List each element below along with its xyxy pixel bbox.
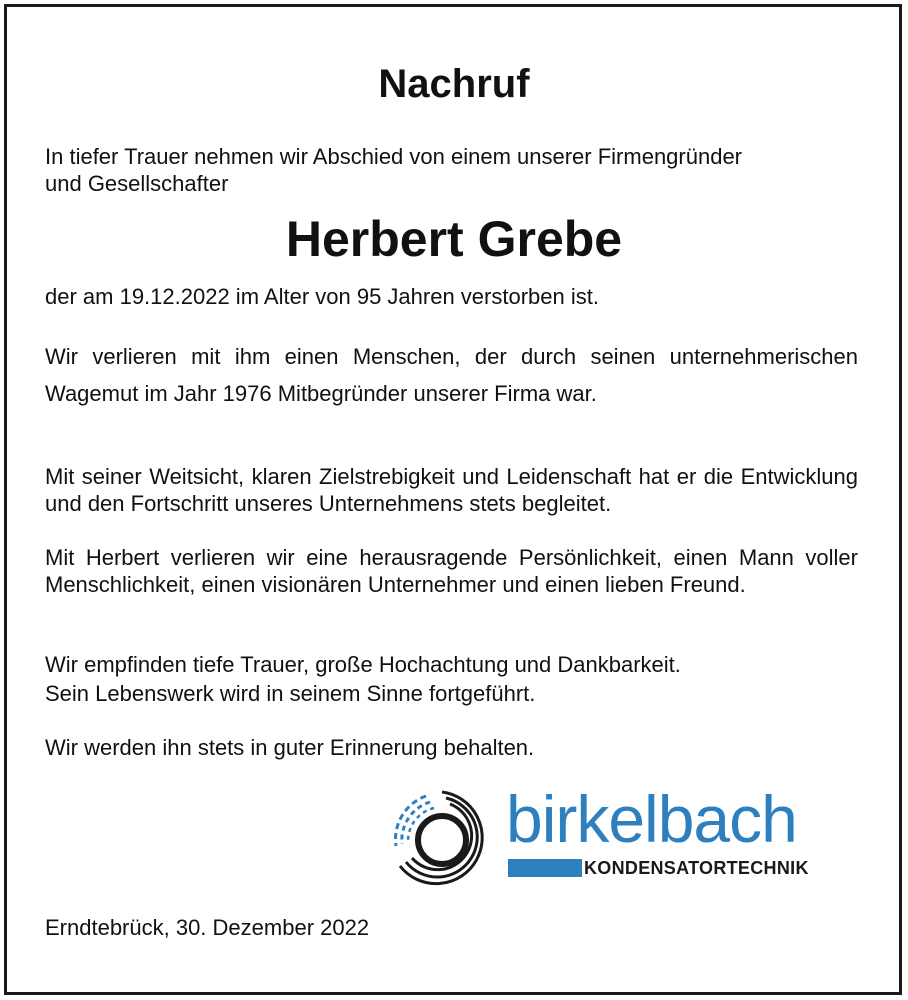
closing-line: Wir werden ihn stets in guter Erinnerung behalten. <box>45 735 535 760</box>
paragraph-1: Wir verlieren mit ihm einen Menschen, der durch seinen unternehmerischen Wagemut im Jahr 1976 Mitbegründer unserer Firma war. <box>45 344 858 406</box>
deceased-name: Herbert Grebe <box>285 211 623 267</box>
notice-title: Nachruf <box>378 62 530 106</box>
gratitude-line-1: Wir empfinden tiefe Trauer, große Hochachtung und Dankbarkeit. <box>45 652 681 677</box>
concentric-rings-logo-icon <box>386 786 498 890</box>
paragraph-2: Mit seiner Weitsicht, klaren Zielstrebigkeit und Leidenschaft hat er die Entwicklung und den Fortschritt unseres Unternehmens stets begleitet. <box>45 464 858 516</box>
paragraph-3: Mit Herbert verlieren wir eine herausragende Persönlichkeit, einen Mann voller Menschlichkeit, einen visionären Unternehmer und einen lieben Freund. <box>45 545 858 597</box>
logo-wordmark: birkelbach <box>506 782 797 856</box>
company-logo <box>380 782 855 892</box>
logo-accent-bar <box>508 859 582 877</box>
date-line: der am 19.12.2022 im Alter von 95 Jahren verstorben ist. <box>45 284 599 309</box>
intro-line-1: In tiefer Trauer nehmen wir Abschied von einem unserer Firmengründer <box>45 144 743 169</box>
place-and-date: Erndtebrück, 30. Dezember 2022 <box>45 915 370 940</box>
intro-line-2: und Gesellschafter <box>45 171 229 196</box>
gratitude-line-2: Sein Lebenswerk wird in seinem Sinne fortgeführt. <box>45 681 536 706</box>
logo-tagline: KONDENSATORTECHNIK <box>584 858 809 878</box>
